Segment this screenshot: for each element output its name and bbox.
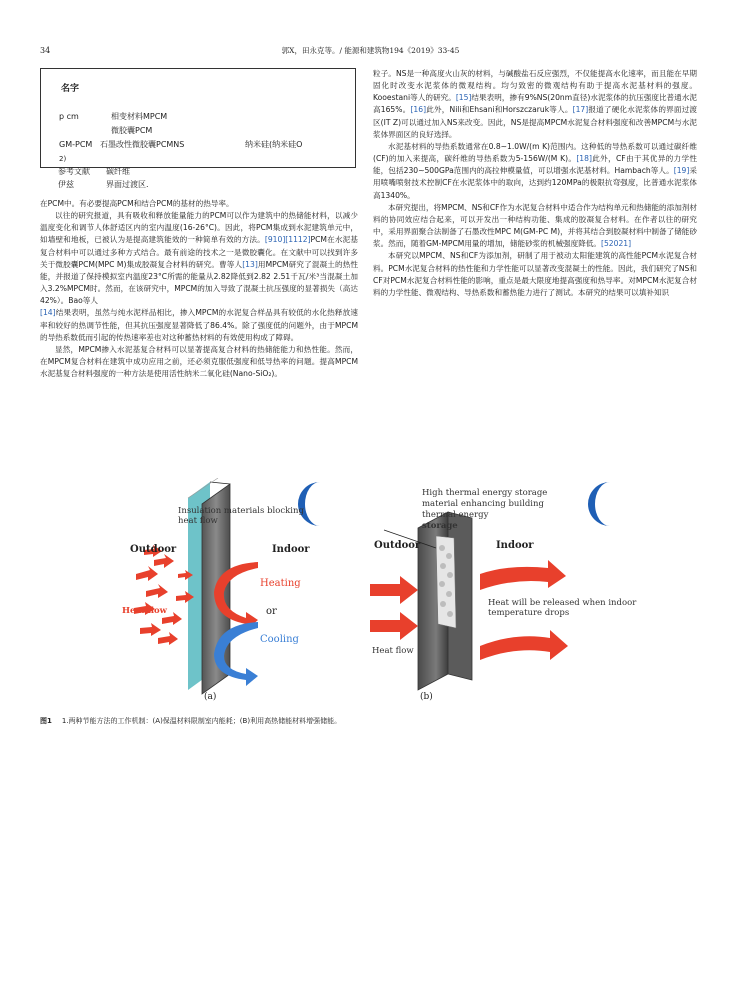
- right-column: [373, 68, 697, 299]
- paragraph-text: 采用喷嘴喷射技术控制CF在水泥浆体中的取向，达到约120MPa的极限抗弯强度，比普通水泥浆体高1340%。: [373, 166, 697, 200]
- paragraph-text: 结果表明，掺有9%NS(20nm直径)水泥浆体的抗压强度比普通水泥高165%。: [373, 93, 698, 115]
- heat-flow-arrow: [370, 576, 418, 604]
- running-head: 郭X，田永克等。/ 能源和建筑物194《2019》33-45: [281, 46, 460, 55]
- storage-bold-text: storage: [422, 521, 458, 531]
- paragraph: 显然，MPCM掺入水泥基复合材料可以显著提高复合材料的热储能能力和热性能。然而，在MPCM复合材料在建筑中成功应用之前，还必须克服低强度和低导热率的问题。提高MPCM水泥基复合材料强度的一种方法是使用活性纳米二氧化硅(Nano-SiO₂)。: [40, 344, 358, 379]
- caption-text: 1.两种节能方法的工作机制：(A)保温材料限制室内能耗；(B)利用高热储能材料增强储能。: [61, 717, 342, 725]
- caption-label: 图1: [40, 717, 52, 725]
- nomenclature-def: 碳纤维: [106, 167, 130, 176]
- paragraph-text: 报道了硬化水泥浆体的界面过渡区(IT Z)可以通过加入NS来改变。因此，NS是提高MPCM水泥复合材料强度和改善MPCM与水泥浆体界面区的良好选择。: [373, 105, 697, 139]
- paragraph: [40, 210, 358, 307]
- paragraph: 在PCM中。有必要提高PCM和结合PCM的基材的热导率。: [40, 199, 234, 208]
- citation-link[interactable]: [15]: [455, 93, 472, 103]
- panel-a-label: (a): [204, 692, 217, 702]
- citation-link[interactable]: [52021]: [601, 239, 632, 249]
- moon-icon: [588, 482, 610, 526]
- heat-flow-label: Heat flow: [372, 646, 414, 656]
- citation-link[interactable]: [910][1112]: [264, 235, 311, 245]
- figure-caption: [40, 716, 700, 726]
- paragraph: [373, 202, 697, 251]
- heat-flow-arrow: [370, 612, 418, 640]
- nomenclature-def: 微胶囊PCM: [111, 126, 153, 135]
- paragraph-text: PCM在水泥基复合材料中可以通过多种方式结合。最有前途的技术之一是微胶囊化。在文献中可以找到许多关于微胶囊PCM(MPC M)集成胶凝复合材料的研究。曹等人: [40, 235, 358, 269]
- paragraph: [40, 307, 358, 343]
- figure-1: [118, 478, 638, 708]
- paragraph-text: 本研究提出，将MPCM、NS和CF作为水泥复合材料中适合作为结构单元和热储能的添加剂材料的协同效应结合起来，可以开发出一种结构功能、集成的胶凝复合材料。在作者以往的研究中，采用界面聚合法制备了石墨改性MPC M(GM-PC M)，并将其结合到胶凝材料中制备了储能砂浆。然而，随着GM-MPCM用量的增加，储能砂浆的机械强度降低。: [373, 202, 697, 249]
- nomenclature-def-extra: 纳米硅(纳米硅O: [245, 140, 303, 149]
- heating-label: Heating: [260, 578, 301, 589]
- paragraph-text: 此外，CF由于其优异的力学性能，包括230~500GPa范围内的高拉伸模量值，可以增强水泥基材料。Hambach等人。: [373, 154, 697, 176]
- citation-link[interactable]: [16]: [410, 105, 427, 115]
- paragraph-text: 水泥基材料的导热系数通常在0.8~1.0W/(m K)范围内。这种低的导热系数可以通过碳纤维(CF)的加入来提高，碳纤维的导热系数为5-156W/(M K)。: [373, 141, 697, 164]
- heat-release-arrow: [480, 630, 568, 660]
- nomenclature-title: 名字: [61, 84, 80, 94]
- paragraph-text: 此外，Nili和Ehsani和Horszczaruk等人。: [426, 105, 573, 115]
- nomenclature-def: 相变材料MPCM: [111, 112, 168, 121]
- storage-material-text: High thermal energy storage material enhancing building thermal energy: [422, 488, 548, 520]
- heat-arrows-outdoor: [134, 545, 194, 645]
- pcm-storage-core: [436, 536, 456, 628]
- citation-link[interactable]: [18]: [576, 154, 592, 164]
- paragraph-text: 以往的研究报道，具有吸收和释放能量能力的PCM可以作为建筑中的热储能材料，以减少温度变化和调节人体舒适区内的室内温度(16-26°C)。因此，将PCM集成到水泥建筑单元中，如墙壁和地板，已被认为是提高建筑能效的一种简单有效的方法。: [40, 211, 358, 245]
- paragraph-text: 粒子。NS是一种高度火山灰的材料，与碱酸盐石反应强烈，不仅能提高水化速率，而且能在早期固化时改变水泥浆体的微观结构。均匀致密的微观结构有助于提高水泥基材料的强度。Kooestani等人的研究。: [373, 69, 697, 103]
- nomenclature-abbr: 2): [59, 155, 67, 163]
- heat-release-arrow: [480, 560, 566, 590]
- nomenclature-abbr: GM-PCM: [59, 140, 93, 149]
- indoor-label: Indoor: [496, 540, 534, 551]
- cooling-label: Cooling: [260, 634, 299, 645]
- nomenclature-abbr: 伊兹: [58, 180, 74, 189]
- indoor-label: Indoor: [272, 544, 310, 555]
- citation-link[interactable]: [13]: [242, 259, 258, 269]
- citation-link[interactable]: [17]: [572, 105, 589, 115]
- nomenclature-box: [40, 68, 356, 168]
- paragraph: 本研究以MPCM、NS和CF为添加剂，研制了用于被动太阳能建筑的高性能PCM水泥复合材料。PCM水泥复合材料的热性能和力学性能可以显著改变混凝土的性能。因此，我们研究了NS和CF对PCM水泥复合材料性能的影响，重点是最大限度地提高强度和热导率。对MPCM水泥复合材料的力学性能、微观结构、导热系数和蓄热能力进行了测试。本研究的结果可以填补知识: [373, 251, 697, 297]
- insulation-label: Insulation materials blocking heat flow: [178, 506, 304, 526]
- page-number: 34: [40, 46, 51, 55]
- storage-material-label: [422, 488, 562, 532]
- nomenclature-def: 石墨改性微胶囊PCMNS: [100, 140, 185, 149]
- heat-flow-label: Heat flow: [122, 606, 167, 616]
- paragraph-text: 用MPCM研究了混凝土的热性能，并报道了保持模拟室内温度23°C所需的能量从2.82降低到2.82 2.51千瓦/米³当混凝土加入3.2%MPCM时。然而，在该研究中，MPCM的加入导致了混凝土抗压强度的显著损失（高达42%）。Bao等人: [40, 259, 358, 306]
- or-label: or: [266, 606, 277, 617]
- outdoor-label: Outdoor: [374, 540, 421, 551]
- panel-b-label: (b): [420, 692, 433, 702]
- citation-link[interactable]: [19]: [673, 166, 690, 176]
- left-column: [40, 198, 358, 380]
- citation-link[interactable]: [14]: [40, 308, 56, 318]
- paragraph: [373, 68, 697, 141]
- paragraph: [373, 141, 697, 202]
- nomenclature-abbr: 参考文献: [58, 167, 90, 176]
- outdoor-label: Outdoor: [130, 544, 177, 555]
- paragraph-text: 结果表明，虽然与纯水泥样品相比，掺入MPCM的水泥复合样品具有较低的水化热释放速率和较好的热调节性能，但其抗压强度显著降低了86.4%。除了强度低的问题外，由于MPCM的导热系数低而引起的传热速率差也对这种蓄热材料的有效使用构成了障碍。: [40, 308, 358, 342]
- nomenclature-def: 界面过渡区.: [106, 180, 149, 189]
- nomenclature-abbr: p cm: [59, 112, 79, 121]
- heat-release-label: Heat will be released when indoor temperature drops: [488, 598, 637, 618]
